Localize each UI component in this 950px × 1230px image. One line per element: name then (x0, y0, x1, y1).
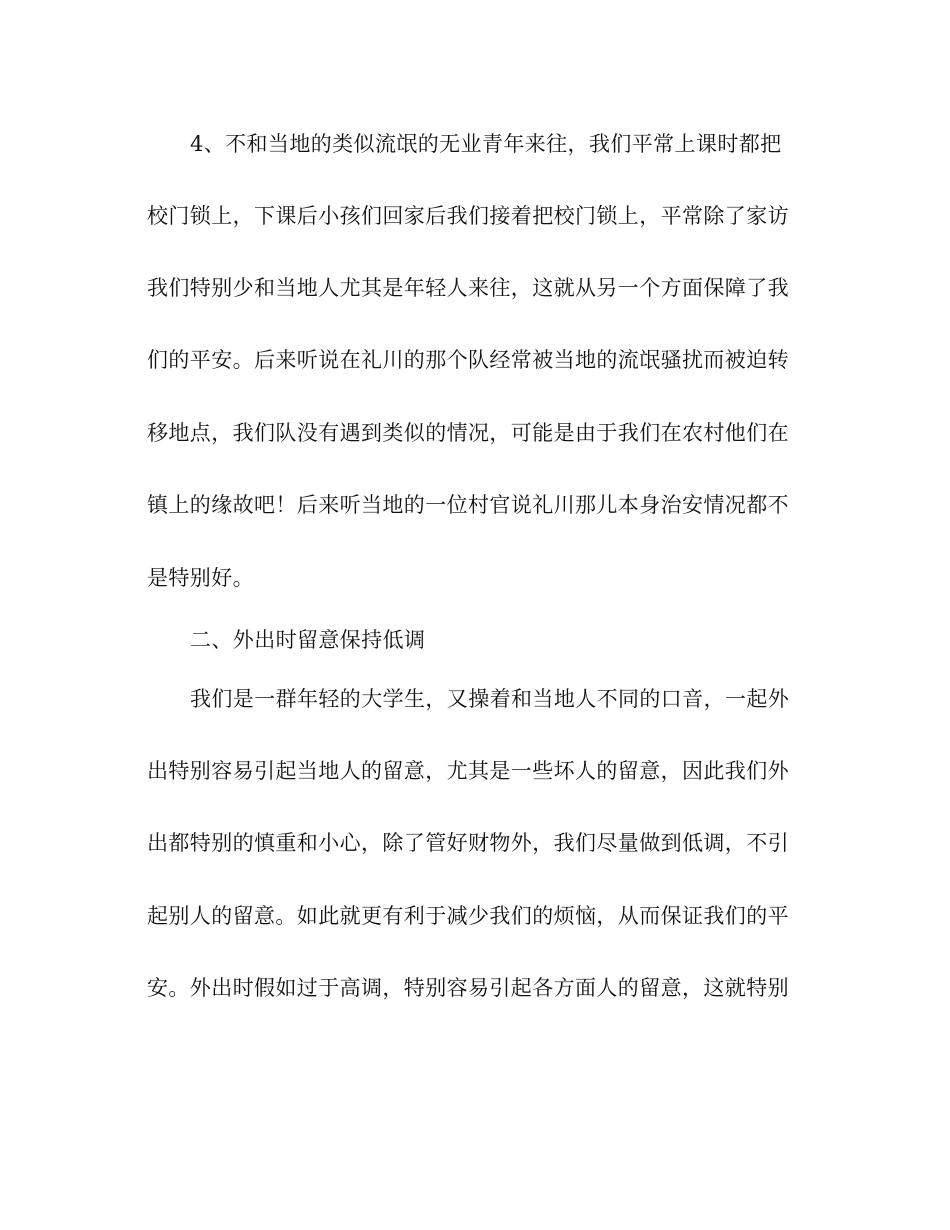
paragraph-4-line: 们的平安。后来听说在礼川的那个队经常被当地的流氓骚扰而被迫转 (147, 348, 789, 372)
paragraph-section-2-line: 出都特别的慎重和小心，除了管好财物外，我们尽量做到低调，不引 (147, 831, 789, 855)
paragraph-4-line: 移地点，我们队没有遇到类似的情况，可能是由于我们在农村他们在 (147, 421, 789, 445)
paragraph-section-2-line: 起别人的留意。如此就更有利于减少我们的烦恼，从而保证我们的平 (147, 904, 789, 928)
paragraph-section-2-line: 出特别容易引起当地人的留意，尤其是一些坏人的留意，因此我们外 (147, 759, 789, 783)
paragraph-4-line: 镇上的缘故吧！后来听当地的一位村官说礼川那儿本身治安情况都不 (147, 493, 789, 517)
paragraph-4-line: 我们特别少和当地人尤其是年轻人来往，这就从另一个方面保障了我 (147, 276, 789, 300)
paragraph-4-line: 校门锁上，下课后小孩们回家后我们接着把校门锁上，平常除了家访 (147, 204, 789, 228)
paragraph-section-2-line: 我们是一群年轻的大学生，又操着和当地人不同的口音，一起外 (190, 687, 790, 711)
paragraph-section-2-line: 安。外出时假如过于高调，特别容易引起各方面人的留意，这就特别 (147, 976, 789, 1000)
section-heading: 二、外出时留意保持低调 (190, 628, 426, 652)
paragraph-4-line: 是特别好。 (147, 566, 254, 590)
paragraph-4-line: 4、不和当地的类似流氓的无业青年来往，我们平常上课时都把 (190, 132, 782, 156)
